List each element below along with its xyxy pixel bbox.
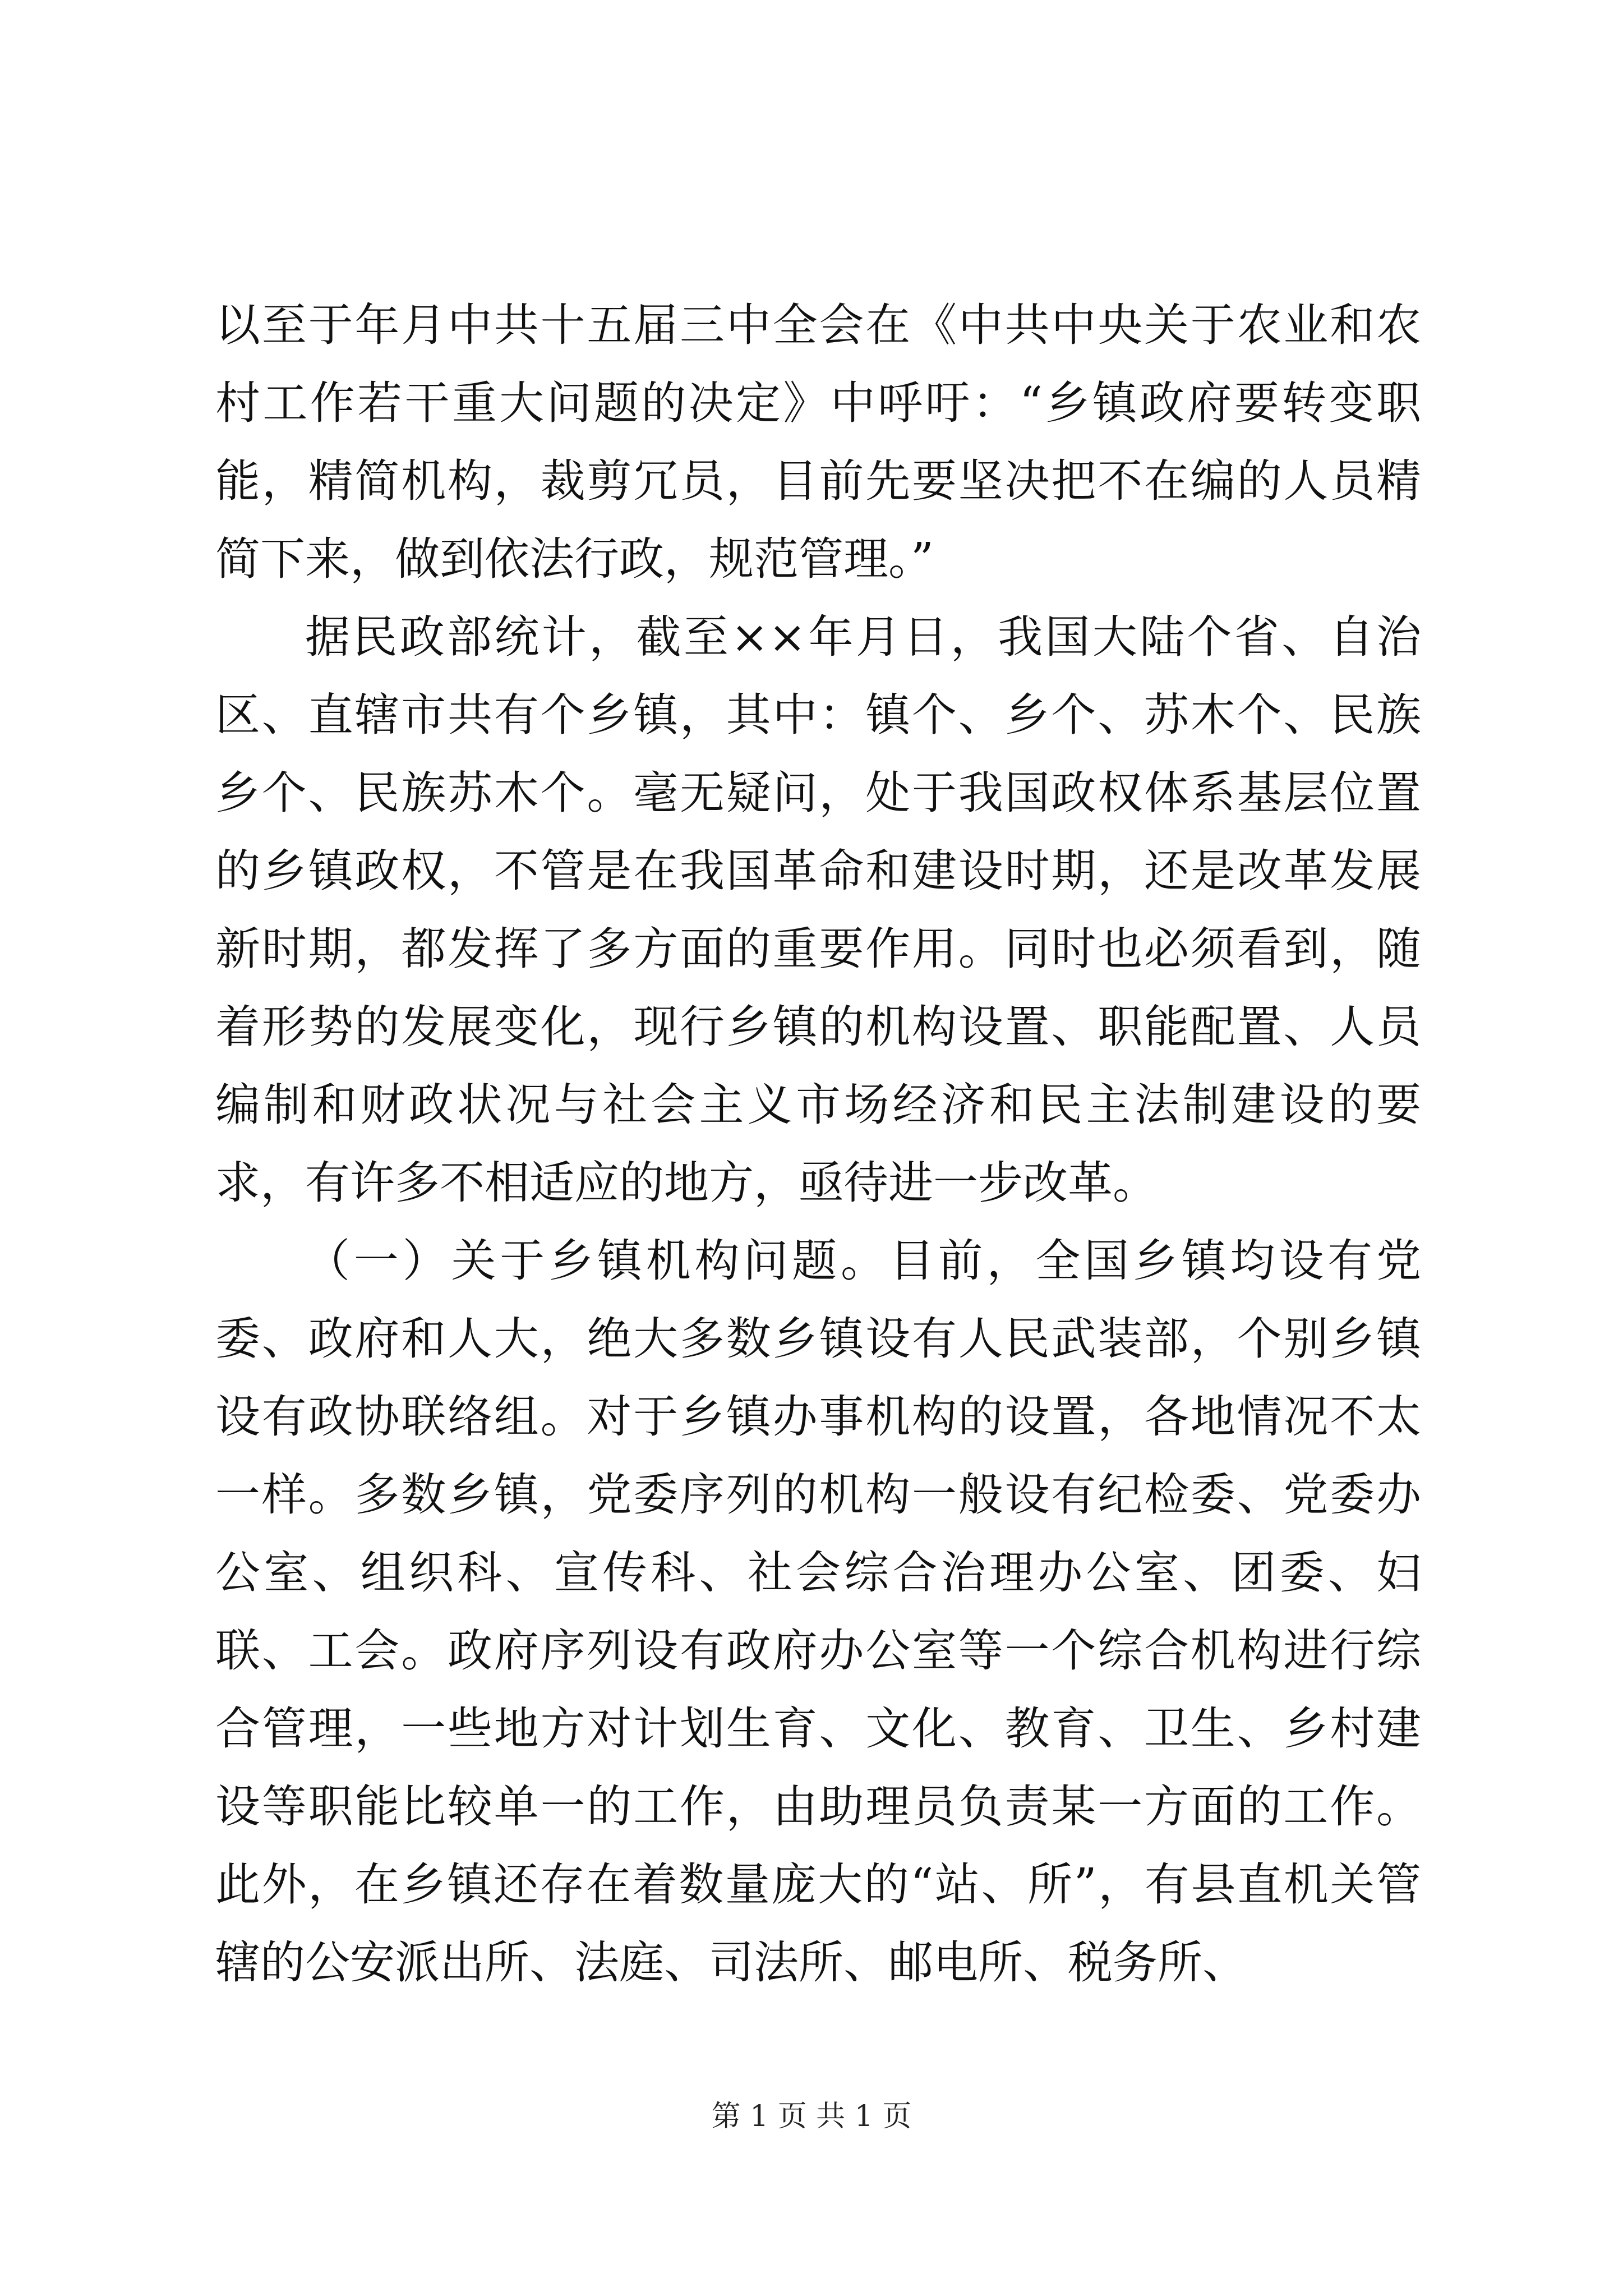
paragraph-3: （一）关于乡镇机构问题。目前，全国乡镇均设有党委、政府和人大，绝大多数乡镇设有人民武装部，个别乡镇设有政协联络组。对于乡镇办事机构的设置，各地情况不太一样。多数乡镇，党委序列的机构一般设有纪检委、党委办公室、组织科、宣传科、社会综合治理办公室、团委、妇联、工会。政府序列设有政府办公室等一个综合机构进行综合管理，一些地方对计划生育、文化、教育、卫生、乡村建设等职能比较单一的工作，由助理员负责某一方面的工作。此外，在乡镇还存在着数量庞大的“站、所”，有县直机关管辖的公安派出所、法庭、司法所、邮电所、税务所、 — [215, 1235, 1421, 1989]
document-body — [215, 286, 1421, 2001]
page-footer: 第 1 页 共 1 页 — [711, 2100, 912, 2133]
paragraph-2: 据民政部统计，截至××年月日，我国大陆个省、自治区、直辖市共有个乡镇，其中：镇个、乡个、苏木个、民族乡个、民族苏木个。毫无疑问，处于我国政权体系基层位置的乡镇政权，不管是在我国革命和建设时期，还是改革发展新时期，都发挥了多方面的重要作用。同时也必须看到，随着形势的发展变化，现行乡镇的机构设置、职能配置、人员编制和财政状况与社会主义市场经济和民主法制建设的要求，有许多不相适应的地方，亟待进一步改革。 — [215, 611, 1421, 1209]
paragraph-1: 以至于年月中共十五届三中全会在《中共中央关于农业和农村工作若干重大问题的决定》中呼吁：“乡镇政府要转变职能，精简机构，裁剪冗员，目前先要坚决把不在编的人员精简下来，做到依法行政，规范管理。” — [215, 299, 1421, 585]
